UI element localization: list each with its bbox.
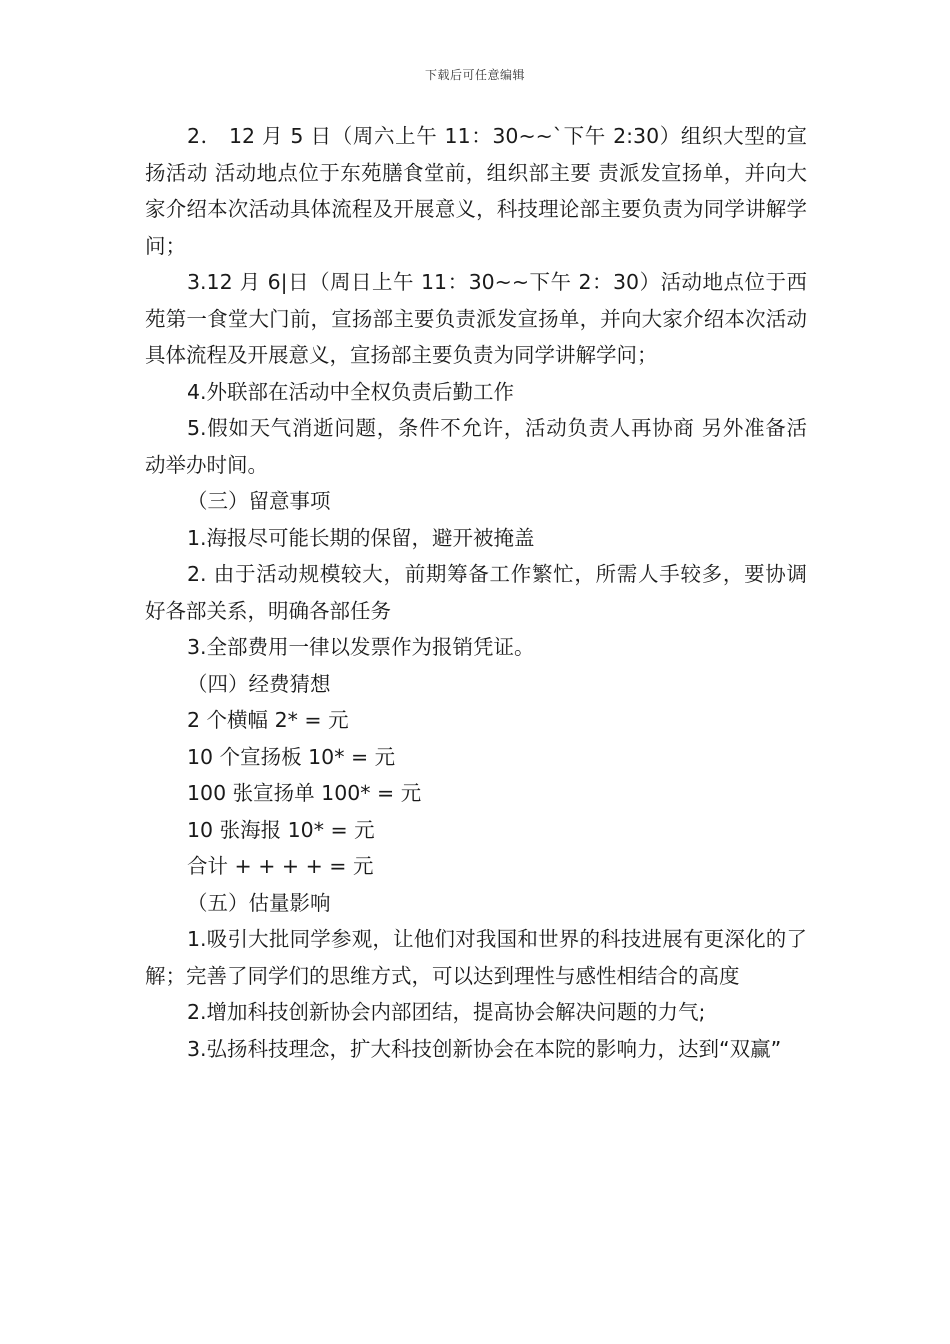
paragraph-note-1: 1.海报尽可能长期的保留，避开被掩盖: [187, 525, 535, 550]
paragraph-note-2: 2. 由于活动规模较大，前期筹备工作繁忙，所需人手较多，要协调好各部关系，明确各部任务: [145, 562, 807, 623]
paragraph-impact-3: 3.弘扬科技理念，扩大科技创新协会在本院的影响力，达到“双赢”: [187, 1036, 782, 1061]
budget-line-boards: 10 个宣扬板 10* = 元: [187, 744, 396, 769]
paragraph-activity-dec6: 3.12 月 6|日（周日上午 11：30~~下午 2：30）活动地点位于西苑第一食堂大门前，宣扬部主要负责派发宣扬单，并向大家介绍本次活动具体流程及开展意义，宣扬部主要负责为同学讲解学问；: [145, 270, 807, 367]
paragraph-activity-dec5: 2． 12 月 5 日（周六上午 11：30~~`下午 2:30）组织大型的宣扬活动 活动地点位于东苑膳食堂前，组织部主要 责派发宣扬单，并向大家介绍本次活动具体流程及开展意义，科技理论部主要负责为同学讲解学问；: [145, 124, 807, 258]
paragraph-impact-1: 1.吸引大批同学参观，让他们对我国和世界的科技进展有更深化的了解；完善了同学们的思维方式，可以达到理性与感性相结合的高度: [145, 927, 807, 988]
budget-line-posters: 10 张海报 10* = 元: [187, 817, 375, 842]
page-header: 下载后可任意编辑: [424, 68, 525, 82]
budget-line-flyers: 100 张宣扬单 100* = 元: [187, 781, 422, 805]
section-heading-notes: （三）留意事项: [187, 489, 331, 513]
budget-line-total: 合计 + + + + = 元: [187, 854, 374, 878]
paragraph-impact-2: 2.增加科技创新协会内部团结，提高协会解决问题的力气;: [187, 1000, 706, 1024]
budget-line-banners: 2 个横幅 2* = 元: [187, 708, 349, 732]
paragraph-weather: 5.假如天气消逝问题，条件不允许，活动负责人再协商 另外准备活动举办时间。: [145, 416, 807, 477]
section-heading-budget: （四）经费猜想: [187, 671, 331, 696]
section-heading-impact: （五）估量影响: [187, 890, 331, 915]
paragraph-logistics: 4.外联部在活动中全权负责后勤工作: [187, 379, 515, 404]
paragraph-note-3: 3.全部费用一律以发票作为报销凭证。: [187, 635, 535, 659]
document-body: [145, 118, 807, 1067]
